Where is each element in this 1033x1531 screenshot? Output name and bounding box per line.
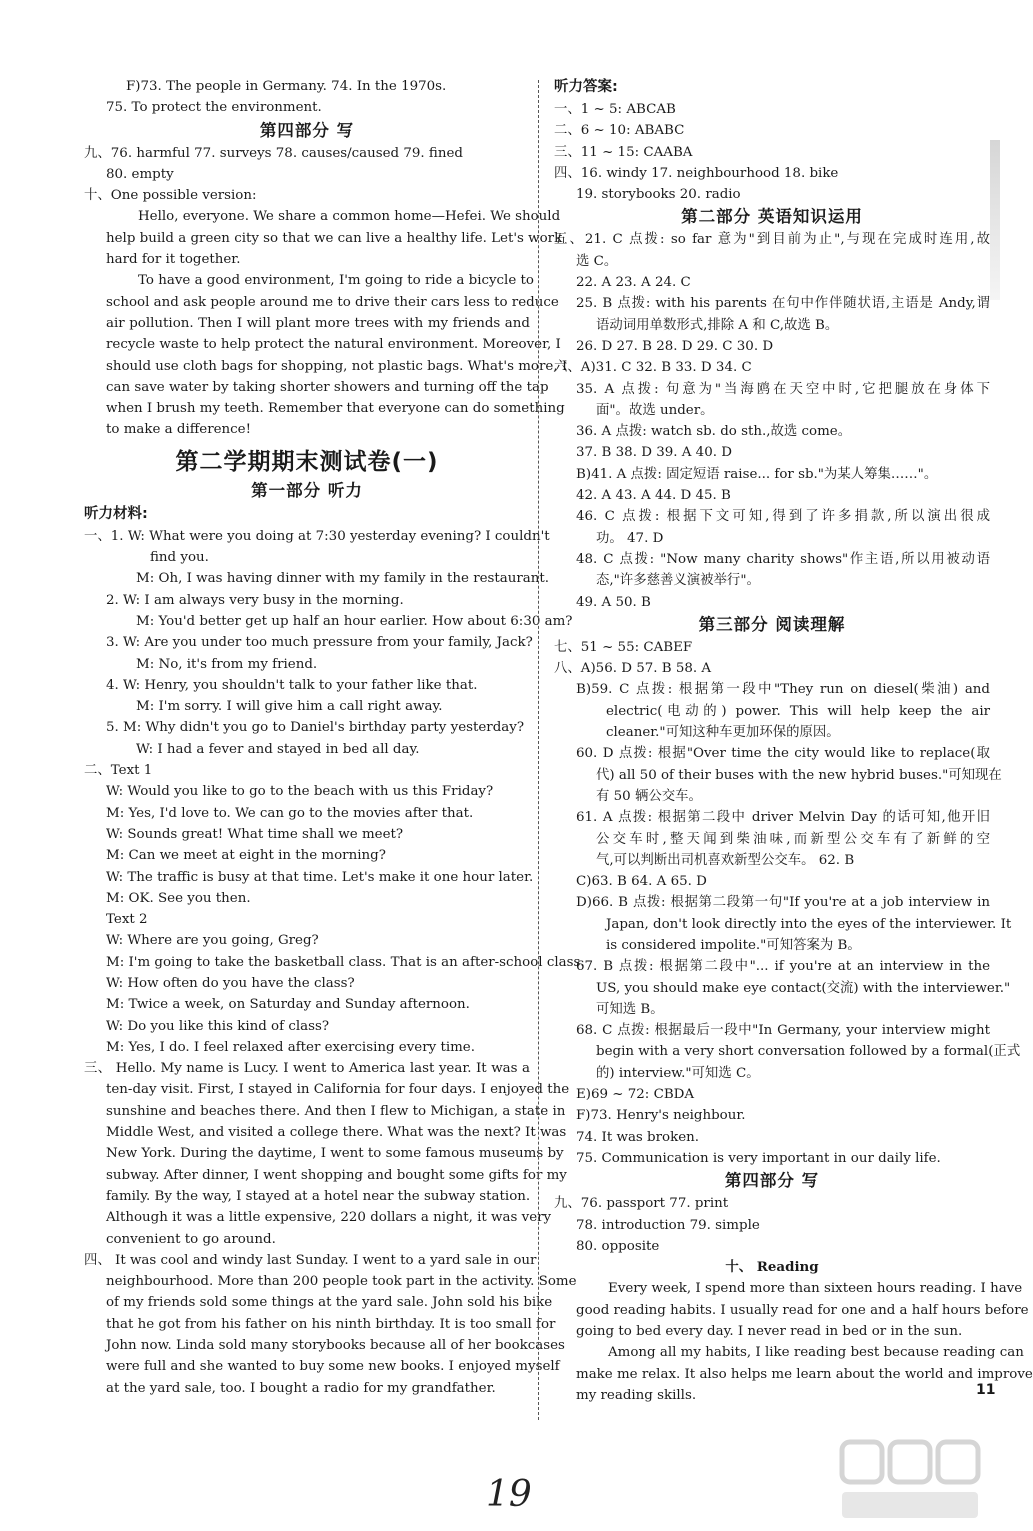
text-line: 二、6 ~ 10: ABABC: [554, 123, 685, 139]
text-line: neighbourhood. More than 200 people took part in the activity. Some: [106, 1274, 577, 1290]
text-line: Among all my habits, I like reading best because reading can: [608, 1345, 1024, 1361]
text-line: begin with a very short conversation followed by a formal(正式: [596, 1044, 1021, 1060]
text-line: 九、76. harmful 77. surveys 78. causes/caused 79. fined: [84, 145, 463, 161]
text-line: 功。 47. D: [596, 530, 664, 546]
text-line: F)73. Henry's neighbour.: [576, 1108, 746, 1124]
text-line: 42. A 43. A 44. D 45. B: [576, 488, 731, 504]
text-line: 67. B 点拨: 根据第二段中"... if you're at an interview in the: [576, 959, 990, 975]
text-line: when I brush my teeth. Remember that everyone can do something: [106, 401, 565, 417]
text-line: 78. introduction 79. simple: [576, 1217, 760, 1233]
text-line: To have a good environment, I'm going to ride a bicycle to: [138, 273, 534, 289]
text-line: F)73. The people in Germany. 74. In the 1970s.: [126, 79, 447, 94]
text-line: family. By the way, I stayed at a hotel near the subway station.: [106, 1188, 531, 1204]
text-line: is considered impolite."可知答案为 B。: [606, 937, 861, 953]
text-line: convenient to go around.: [106, 1231, 276, 1247]
text-line: M: You'd better get up half an hour earlier. How about 6:30 am?: [136, 613, 573, 629]
text-line: W: How often do you have the class?: [106, 975, 355, 991]
text-line: good reading habits. I usually read for one and a half hours before: [576, 1302, 1029, 1318]
text-line: M: No, it's from my friend.: [136, 656, 318, 672]
text-line: W: The traffic is busy at that time. Let's make it one hour later.: [106, 869, 534, 885]
text-line: 四、16. windy 17. neighbourhood 18. bike: [554, 165, 839, 181]
text-line: 80. empty: [106, 166, 174, 182]
text-line: 35. A 点拨: 句意为"当海鸥在天空中时,它把腿放在身体下: [576, 381, 990, 397]
right-column: [554, 76, 1033, 1406]
text-line: 37. B 38. D 39. A 40. D: [576, 445, 732, 461]
text-line: sunshine and beaches there. And then I flew to Michigan, a state in: [106, 1103, 566, 1119]
text-line: 九、76. passport 77. print: [554, 1196, 729, 1212]
text-line: can save water by taking shorter showers and turning off the tap: [106, 379, 549, 395]
text-line: B)41. A 点拨: 固定短语 raise... for sb."为某人筹集……"。: [576, 466, 938, 482]
text-line: M: OK. See you then.: [106, 890, 251, 906]
text-line: 二、Text 1: [84, 763, 153, 779]
left-column: [84, 76, 585, 1399]
text-line: W: Sounds great! What time shall we meet?: [106, 826, 404, 842]
text-line: ten-day visit. First, I stayed in California for four days. I enjoyed the: [106, 1082, 570, 1098]
text-line: M: I'm sorry. I will give him a call right away.: [136, 699, 443, 715]
text-line: 态,"许多慈善义演被举行"。: [596, 573, 760, 589]
text-line: Japan, don't look directly into the eyes of the interviewer. It: [606, 916, 1012, 932]
section-heading: 第三部分 阅读理解: [698, 614, 846, 634]
text-line: M: Twice a week, on Saturday and Sunday afternoon.: [106, 997, 470, 1013]
text-line: C)63. B 64. A 65. D: [576, 874, 707, 890]
text-line: 26. D 27. B 28. D 29. C 30. D: [576, 338, 774, 354]
text-line: my reading skills.: [576, 1387, 697, 1403]
text-line: 68. C 点拨: 根据最后一段中"In Germany, your interview might: [576, 1023, 990, 1039]
text-line: 语动词用单数形式,排除 A 和 C,故选 B。: [596, 317, 839, 333]
text-line: 四、 It was cool and windy last Sunday. I went to a yard sale in our: [84, 1252, 537, 1268]
text-line: hard for it together.: [106, 252, 241, 268]
text-line: Hello, everyone. We share a common home—Hefei. We should: [138, 209, 561, 225]
text-line: 一、1 ~ 5: ABCAB: [554, 102, 676, 117]
text-line: 有 50 辆公交车。: [596, 788, 702, 804]
text-line: 2. W: I am always very busy in the morning.: [106, 592, 404, 608]
text-line: 3. W: Are you under too much pressure from your family, Jack?: [106, 635, 533, 651]
text-line: 七、51 ~ 55: CABEF: [554, 639, 693, 655]
text-line: B)59. C 点拨: 根据第一段中"They run on diesel(柴油) and: [576, 682, 990, 698]
text-line: 22. A 23. A 24. C: [576, 275, 691, 291]
text-line: to make a difference!: [106, 422, 251, 438]
text-line: 公交车时,整天闻到柴油味,而新型公交车有了新鲜的空: [596, 831, 990, 847]
text-line: 的) interview."可知选 C。: [596, 1065, 760, 1081]
section-heading: 第一部分 听力: [251, 480, 363, 500]
text-line: that he got from his father on his ninth birthday. It is too small for: [106, 1316, 556, 1332]
text-line: 36. A 点拨: watch sb. do sth.,故选 come。: [576, 424, 852, 440]
text-line: help build a green city so that we can live a healthy life. Let's work: [106, 230, 563, 246]
text-line: 选 C。: [576, 253, 618, 269]
text-line: New York. During the daytime, I went to some famous museums by: [106, 1146, 564, 1162]
text-line: should use cloth bags for shopping, not plastic bags. What's more, I: [106, 358, 568, 374]
text-line: 可知选 B。: [596, 1001, 664, 1017]
corner-page-mark: 11: [976, 1382, 996, 1398]
text-line: M: I'm going to take the basketball class. That is an after-school class.: [106, 954, 585, 970]
text-line: electric(电动的) power. This will help keep the air: [606, 703, 990, 719]
text-line: 60. D 点拨: 根据"Over time the city would like to replace(取: [576, 746, 990, 762]
text-line: 五、21. C 点拨: so far 意为"到目前为止",与现在完成时连用,故: [554, 232, 990, 248]
text-line: 19. storybooks 20. radio: [576, 187, 741, 203]
text-line: D)66. B 点拨: 根据第二段第一句"If you're at a job interview in: [576, 895, 990, 911]
text-line: 面"。故选 under。: [596, 402, 714, 418]
text-line: W: I had a fever and stayed in bed all day.: [136, 741, 420, 757]
text-line: make me relax. It also helps me learn about the world and improve: [576, 1366, 1033, 1382]
text-line: 74. It was broken.: [576, 1129, 700, 1145]
text-line: W: Do you like this kind of class?: [106, 1018, 330, 1034]
text-line: M: Yes, I do. I feel relaxed after exercising every time.: [106, 1039, 475, 1055]
text-line: John now. Linda sold many storybooks because all of her bookcases: [106, 1338, 565, 1354]
section-heading: 第二学期期末测试卷(一): [175, 448, 439, 475]
page-edge-shadow: [990, 140, 1000, 300]
text-line: 46. C 点拨: 根据下文可知,得到了许多捐款,所以演出很成: [576, 509, 990, 525]
text-line: cleaner."可知这种车更加环保的原因。: [606, 725, 840, 741]
handwritten-page-number: 19: [486, 1474, 532, 1515]
section-heading: 第二部分 英语知识运用: [681, 207, 863, 227]
section-heading: 第四部分 写: [724, 1171, 820, 1191]
text-line: 75. Communication is very important in our daily life.: [576, 1150, 941, 1166]
text-line: 48. C 点拨: "Now many charity shows"作主语,所以用被动语: [576, 551, 990, 567]
text-line: air pollution. Then I will plant more trees with my friends and: [106, 315, 530, 331]
text-line: 六、A)31. C 32. B 33. D 34. C: [554, 360, 752, 376]
column-divider: [538, 80, 539, 1420]
text-line: W: Would you like to go to the beach with us this Friday?: [106, 784, 494, 800]
text-line: Text 2: [106, 912, 148, 928]
text-line: 三、11 ~ 15: CAABA: [554, 144, 693, 160]
text-line: M: Oh, I was having dinner with my family in the restaurant.: [136, 571, 550, 587]
text-line: 气,可以判断出司机喜欢新型公交车。 62. B: [596, 852, 855, 868]
text-line: Every week, I spend more than sixteen hours reading. I have: [608, 1281, 1023, 1297]
watermark-logo-icon: [838, 1436, 988, 1526]
text-line: 三、 Hello. My name is Lucy. I went to America last year. It was a: [84, 1061, 530, 1077]
text-line: Although it was a little expensive, 220 dollars a night, it was very: [106, 1210, 552, 1226]
section-heading: 听力答案:: [554, 79, 618, 95]
text-line: 代) all 50 of their buses with the new hybrid buses."可知现在: [596, 767, 1002, 783]
text-line: 4. W: Henry, you shouldn't talk to your father like that.: [106, 677, 478, 693]
text-line: 75. To protect the environment.: [106, 100, 322, 116]
text-line: find you.: [150, 550, 209, 566]
text-line: school and ask people around me to drive their cars less to reduce: [106, 294, 559, 310]
text-line: of my friends sold some things at the yard sale. John sold his bike: [106, 1295, 553, 1311]
text-line: M: Can we meet at eight in the morning?: [106, 848, 386, 864]
text-line: 61. A 点拨: 根据第二段中 driver Melvin Day 的话可知,他开旧: [576, 810, 990, 826]
text-line: recycle waste to help protect the natural environment. Moreover, I: [106, 337, 561, 353]
text-line: 25. B 点拨: with his parents 在句中作伴随状语,主语是 Andy,谓: [576, 296, 990, 312]
text-line: 十、One possible version:: [84, 188, 257, 204]
text-line: at the yard sale, too. I bought a radio for my grandfather.: [106, 1380, 496, 1396]
text-line: 5. M: Why didn't you go to Daniel's birthday party yesterday?: [106, 720, 524, 736]
text-line: E)69 ~ 72: CBDA: [576, 1087, 695, 1103]
text-line: 一、1. W: What were you doing at 7:30 yesterday evening? I couldn't: [84, 528, 550, 544]
text-line: 80. opposite: [576, 1238, 660, 1254]
text-line: were full and she wanted to buy some new books. I enjoyed myself: [106, 1359, 560, 1375]
text-line: subway. After dinner, I went shopping and bought some gifts for my: [106, 1167, 567, 1183]
text-line: W: Where are you going, Greg?: [106, 933, 319, 949]
text-line: Middle West, and visited a college there. What was the next? It was: [106, 1125, 567, 1141]
text-line: going to bed every day. I never read in bed or in the sun.: [576, 1324, 963, 1340]
text-line: M: Yes, I'd love to. We can go to the movies after that.: [106, 805, 474, 821]
text-line: US, you should make eye contact(交流) with the interviewer.": [596, 980, 1011, 996]
text-line: 49. A 50. B: [576, 594, 651, 610]
section-heading: 听力材料:: [84, 505, 148, 522]
text-line: 八、A)56. D 57. B 58. A: [554, 661, 712, 677]
text-line: 十、 Reading: [725, 1259, 819, 1276]
section-heading: 第四部分 写: [259, 120, 355, 140]
